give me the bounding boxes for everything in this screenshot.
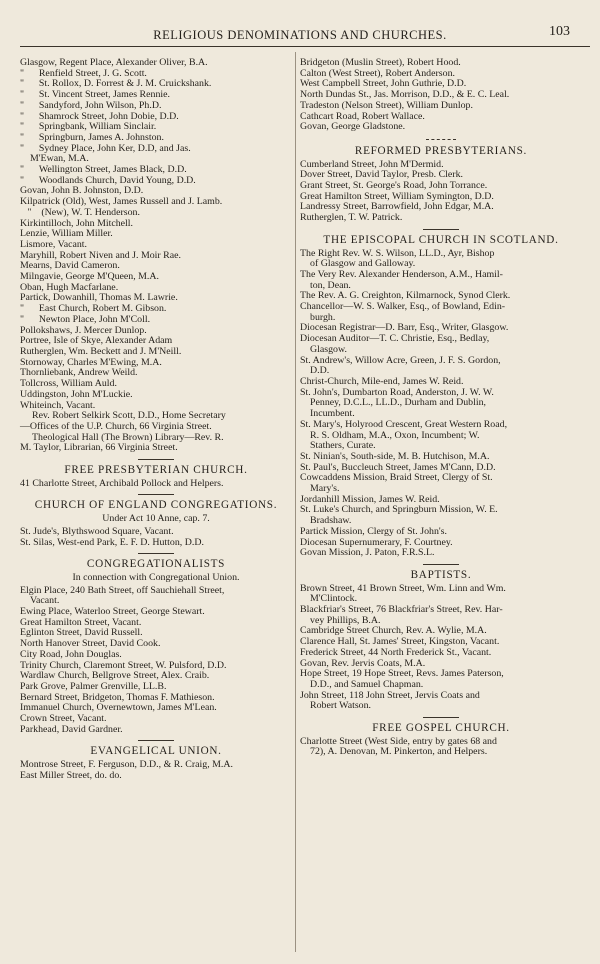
list-item: Grant Street, St. George's Road, John Torrance. — [300, 180, 488, 192]
list-item: Theological Hall (The Brown) Library—Rev. R. — [32, 431, 224, 443]
section-rule — [138, 553, 174, 554]
list-item: Frederick Street, 44 North Frederick St., Vacant. — [300, 646, 492, 658]
section-rule — [423, 229, 459, 230]
list-item: Stornoway, Charles M'Ewing, M.A. — [20, 356, 162, 368]
list-item: Uddingston, John M'Luckie. — [20, 388, 133, 400]
section-heading-free-presbyterian: FREE PRESBYTERIAN CHURCH. — [64, 464, 248, 477]
section-heading-congregationalists: CONGREGATIONALISTS — [86, 558, 226, 571]
list-item: St. Luke's Church, and Springburn Mission, W. E. — [300, 504, 498, 516]
list-item: Portree, Isle of Skye, Alexander Adam — [20, 335, 173, 347]
list-item: Charlotte Street (West Side, entry by gates 68 and — [300, 735, 497, 747]
list-item: Bernard Street, Bridgeton, Thomas F. Mathieson. — [20, 691, 215, 703]
list-item: Immanuel Church, Overnewtown, James M'Lean. — [20, 702, 217, 714]
list-item: Tollcross, William Auld. — [20, 378, 117, 390]
header-rule — [20, 46, 590, 47]
ditto-mark: " — [20, 67, 25, 79]
ditto-mark: " — [27, 206, 32, 218]
ditto-mark: " — [20, 110, 25, 122]
ditto-mark: " — [20, 164, 25, 176]
list-item: " Springburn, James A. Johnston. — [20, 131, 164, 143]
list-item: Pollokshaws, J. Mercer Dunlop. — [20, 324, 147, 336]
list-item: " Wellington Street, James Black, D.D. — [20, 164, 187, 176]
ditto-mark: " — [20, 303, 25, 315]
list-item: Kilpatrick (Old), West, James Russell and J. Lamb. — [20, 196, 223, 208]
list-item: Rev. Robert Selkirk Scott, D.D., Home Secretary — [32, 410, 226, 422]
list-item: St. Paul's, Buccleuch Street, James M'Cann, D.D. — [300, 461, 496, 473]
list-item-continuation: D.D. — [310, 365, 330, 377]
list-item: John Street, 118 John Street, Jervis Coats and — [300, 689, 480, 701]
list-item-continuation: of Glasgow and Galloway. — [310, 258, 416, 270]
list-item: Whiteinch, Vacant. — [20, 399, 96, 411]
list-item: Diocesan Auditor—T. C. Christie, Esq., Bedlay, — [300, 333, 490, 345]
list-item: Crown Street, Vacant. — [20, 713, 107, 725]
list-item: Dover Street, David Taylor, Presb. Clerk. — [300, 169, 464, 181]
list-item: Montrose Street, F. Ferguson, D.D., & R. Craig, M.A. — [20, 759, 233, 771]
list-item: Partick Mission, Clergy of St. John's. — [300, 525, 447, 537]
list-item: The Very Rev. Alexander Henderson, A.M., Hamil- — [300, 268, 503, 280]
list-item-continuation: Bradshaw. — [310, 515, 352, 527]
list-item: St. Silas, West-end Park, E. F. D. Hutton, D.D. — [20, 536, 204, 548]
list-item: Oban, Hugh Macfarlane. — [20, 281, 119, 293]
ditto-mark: " — [20, 174, 25, 186]
list-item: Bridgeton (Muslin Street), Robert Hood. — [300, 57, 461, 68]
list-item: St. Ninian's, South-side, M. B. Hutchison, M.A. — [300, 450, 490, 462]
section-subheading: Under Act 10 Anne, cap. 7. — [102, 513, 210, 525]
list-item: Milngavie, George M'Queen, M.A. — [20, 271, 159, 283]
section-rule — [138, 459, 174, 460]
list-item: Christ-Church, Mile-end, James W. Reid. — [300, 375, 464, 387]
list-item-continuation: Incumbent. — [310, 408, 355, 420]
section-rule — [138, 740, 174, 741]
ditto-mark: " — [20, 121, 25, 133]
list-item: " (New), W. T. Henderson. — [27, 206, 140, 218]
list-item-continuation: M'Ewan, M.A. — [30, 153, 89, 165]
list-item: Calton (West Street), Robert Anderson. — [300, 67, 455, 79]
list-item: Thornliebank, Andrew Weild. — [20, 367, 138, 379]
section-rule — [426, 139, 456, 140]
list-item: Wardlaw Church, Bellgrove Street, Alex. Craib. — [20, 670, 210, 682]
list-item: Cathcart Road, Robert Wallace. — [300, 110, 425, 122]
list-item: " East Church, Robert M. Gibson. — [20, 303, 167, 315]
list-item: Rutherglen, T. W. Patrick. — [300, 212, 403, 224]
list-item: North Hanover Street, David Cook. — [20, 638, 161, 650]
list-item-continuation: Vacant. — [30, 595, 60, 607]
page-header — [0, 22, 600, 46]
list-item: St. Mary's, Holyrood Crescent, Great Western Road, — [300, 418, 508, 430]
list-item: Trinity Church, Claremont Street, W. Pulsford, D.D. — [20, 659, 227, 671]
list-item: Tradeston (Nelson Street), William Dunlop. — [300, 99, 473, 111]
section-heading-evangelical-union: EVANGELICAL UNION. — [90, 745, 222, 758]
list-item: St. Jude's, Blythswood Square, Vacant. — [20, 525, 174, 537]
list-item: Ewing Place, Waterloo Street, George Stewart. — [20, 606, 205, 618]
list-item: Diocesan Registrar—D. Barr, Esq., Writer, Glasgow. — [300, 322, 509, 334]
list-item: Great Hamilton Street, Vacant. — [20, 616, 142, 628]
list-item-continuation: Penney, D.C.L., LL.D., Durham and Dublin, — [310, 397, 486, 409]
list-item-continuation: R. S. Oldham, M.A., Oxon, Incumbent; W. — [310, 429, 480, 441]
right-column — [300, 58, 582, 758]
list-item: St. John's, Dumbarton Road, Anderston, J. W. W. — [300, 386, 494, 398]
list-item: " Sydney Place, John Ker, D.D, and Jas. — [20, 142, 191, 154]
list-item: East Miller Street, do. do. — [20, 769, 122, 781]
list-item: Partick, Dowanhill, Thomas M. Lawrie. — [20, 292, 178, 304]
section-subheading: In connection with Congregational Union. — [72, 571, 240, 583]
list-item: Cambridge Street Church, Rev. A. Wylie, M.A. — [300, 625, 487, 637]
list-item: " Shamrock Street, John Dobie, D.D. — [20, 110, 179, 122]
list-item: Maryhill, Robert Niven and J. Moir Rae. — [20, 249, 181, 261]
list-item: " Springbank, William Sinclair. — [20, 121, 157, 133]
list-item-continuation: —Offices of the U.P. Church, 66 Virginia Street. — [20, 420, 212, 432]
list-item: " St. Rollox, D. Forrest & J. M. Cruickshank. — [20, 78, 212, 90]
list-item: Parkhead, David Gardner. — [20, 723, 123, 735]
list-item: Govan, Rev. Jervis Coats, M.A. — [300, 657, 426, 669]
list-item-continuation: Glasgow. — [310, 343, 347, 355]
list-item-continuation: M'Clintock. — [310, 593, 358, 605]
list-item: Govan Mission, J. Paton, F.R.S.L. — [300, 547, 435, 559]
column-divider — [295, 52, 296, 952]
ditto-mark: " — [20, 131, 25, 143]
list-item: Lenzie, William Miller. — [20, 228, 113, 240]
list-item-continuation: Mary's. — [310, 483, 340, 495]
list-item: Elgin Place, 240 Bath Street, off Sauchiehall Street, — [20, 584, 225, 596]
left-column — [20, 58, 292, 782]
list-item: Landressy Street, Barrowfield, John Edgar, M.A. — [300, 201, 494, 213]
section-rule — [138, 494, 174, 495]
ditto-mark: " — [20, 99, 25, 111]
list-item: West Campbell Street, John Guthrie, D.D. — [300, 78, 467, 90]
list-item: Lismore, Vacant. — [20, 238, 88, 250]
section-heading-episcopal: THE EPISCOPAL CHURCH IN SCOTLAND. — [323, 233, 559, 246]
list-item-continuation: ton, Dean. — [310, 279, 351, 291]
united-presbyterian-continued — [20, 58, 292, 454]
list-item: " St. Vincent Street, James Rennie. — [20, 89, 170, 101]
list-item: Park Grove, Palmer Grenville, LL.B. — [20, 680, 167, 692]
ditto-mark: " — [20, 142, 25, 154]
list-item: Jordanhill Mission, James W. Reid. — [300, 493, 440, 505]
list-item: Cowcaddens Mission, Braid Street, Clergy of St. — [300, 472, 493, 484]
list-item: " Sandyford, John Wilson, Ph.D. — [20, 99, 162, 111]
list-item-continuation: M. Taylor, Librarian, 66 Virginia Street. — [20, 442, 178, 454]
section-rule — [423, 564, 459, 565]
list-item-continuation: Robert Watson. — [310, 700, 372, 712]
list-item-continuation: vey Phillips, B.A. — [310, 614, 381, 626]
list-item-continuation: 72), A. Denovan, M. Pinkerton, and Helpers. — [310, 746, 488, 758]
list-item: " Renfield Street, J. G. Scott. — [20, 67, 147, 79]
list-item: " Woodlands Church, David Young, D.D. — [20, 174, 196, 186]
section-heading-church-of-england: CHURCH OF ENGLAND CONGREGATIONS. — [34, 499, 278, 512]
list-item: " Newton Place, John M'Coll. — [20, 313, 151, 325]
list-item: Rutherglen, Wm. Beckett and J. M'Neill. — [20, 345, 182, 357]
list-item: Blackfriar's Street, 76 Blackfriar's Street, Rev. Har- — [300, 604, 503, 616]
list-item: Kirkintilloch, John Mitchell. — [20, 217, 134, 229]
list-item: Diocesan Supernumerary, F. Courtney. — [300, 536, 453, 548]
section-heading-reformed-presbyterians: REFORMED PRESBYTERIANS. — [354, 144, 528, 157]
section-heading-baptists: BAPTISTS. — [410, 568, 472, 581]
list-item: City Road, John Douglas. — [20, 648, 122, 660]
ditto-mark: " — [20, 313, 25, 325]
list-item: Govan, George Gladstone. — [300, 121, 406, 133]
list-item: Brown Street, 41 Brown Street, Wm. Linn and Wm. — [300, 582, 506, 594]
list-item-continuation: burgh. — [310, 311, 336, 323]
list-item: Clarence Hall, St. James' Street, Kingston, Vacant. — [300, 636, 500, 648]
running-title: RELIGIOUS DENOMINATIONS AND CHURCHES. — [153, 28, 447, 42]
list-item: North Dundas St., Jas. Morrison, D.D., & E. C. Leal. — [300, 89, 510, 101]
list-item: Cumberland Street, John M'Dermid. — [300, 158, 444, 170]
list-item: Mearns, David Cameron. — [20, 260, 120, 272]
list-item: The Rev. A. G. Creighton, Kilmarnock, Synod Clerk. — [300, 290, 511, 302]
ditto-mark: " — [20, 89, 25, 101]
list-item: Chancellor—W. S. Walker, Esq., of Bowland, Edin- — [300, 301, 506, 313]
list-item: Govan, John B. Johnston, D.D. — [20, 185, 144, 197]
list-item: Glasgow, Regent Place, Alexander Oliver, B.A. — [20, 57, 208, 68]
page-number: 103 — [549, 24, 570, 39]
ditto-mark: " — [20, 78, 25, 90]
list-item: Eglinton Street, David Russell. — [20, 627, 143, 639]
list-item: Great Hamilton Street, William Symington, D.D. — [300, 190, 494, 202]
list-item-continuation: D.D., and Samuel Chapman. — [310, 678, 424, 690]
list-item: St. Andrew's, Willow Acre, Green, J. F. S. Gordon, — [300, 354, 501, 366]
list-item: 41 Charlotte Street, Archibald Pollock and Helpers. — [20, 477, 224, 489]
list-item-continuation: Stathers, Curate. — [310, 440, 376, 452]
section-rule — [423, 717, 459, 718]
united-presbyterian-continued-right — [300, 58, 582, 133]
list-item: Hope Street, 19 Hope Street, Revs. James Paterson, — [300, 668, 504, 680]
list-item: The Right Rev. W. S. Wilson, LL.D., Ayr, Bishop — [300, 247, 495, 259]
section-heading-free-gospel: FREE GOSPEL CHURCH. — [372, 722, 510, 735]
